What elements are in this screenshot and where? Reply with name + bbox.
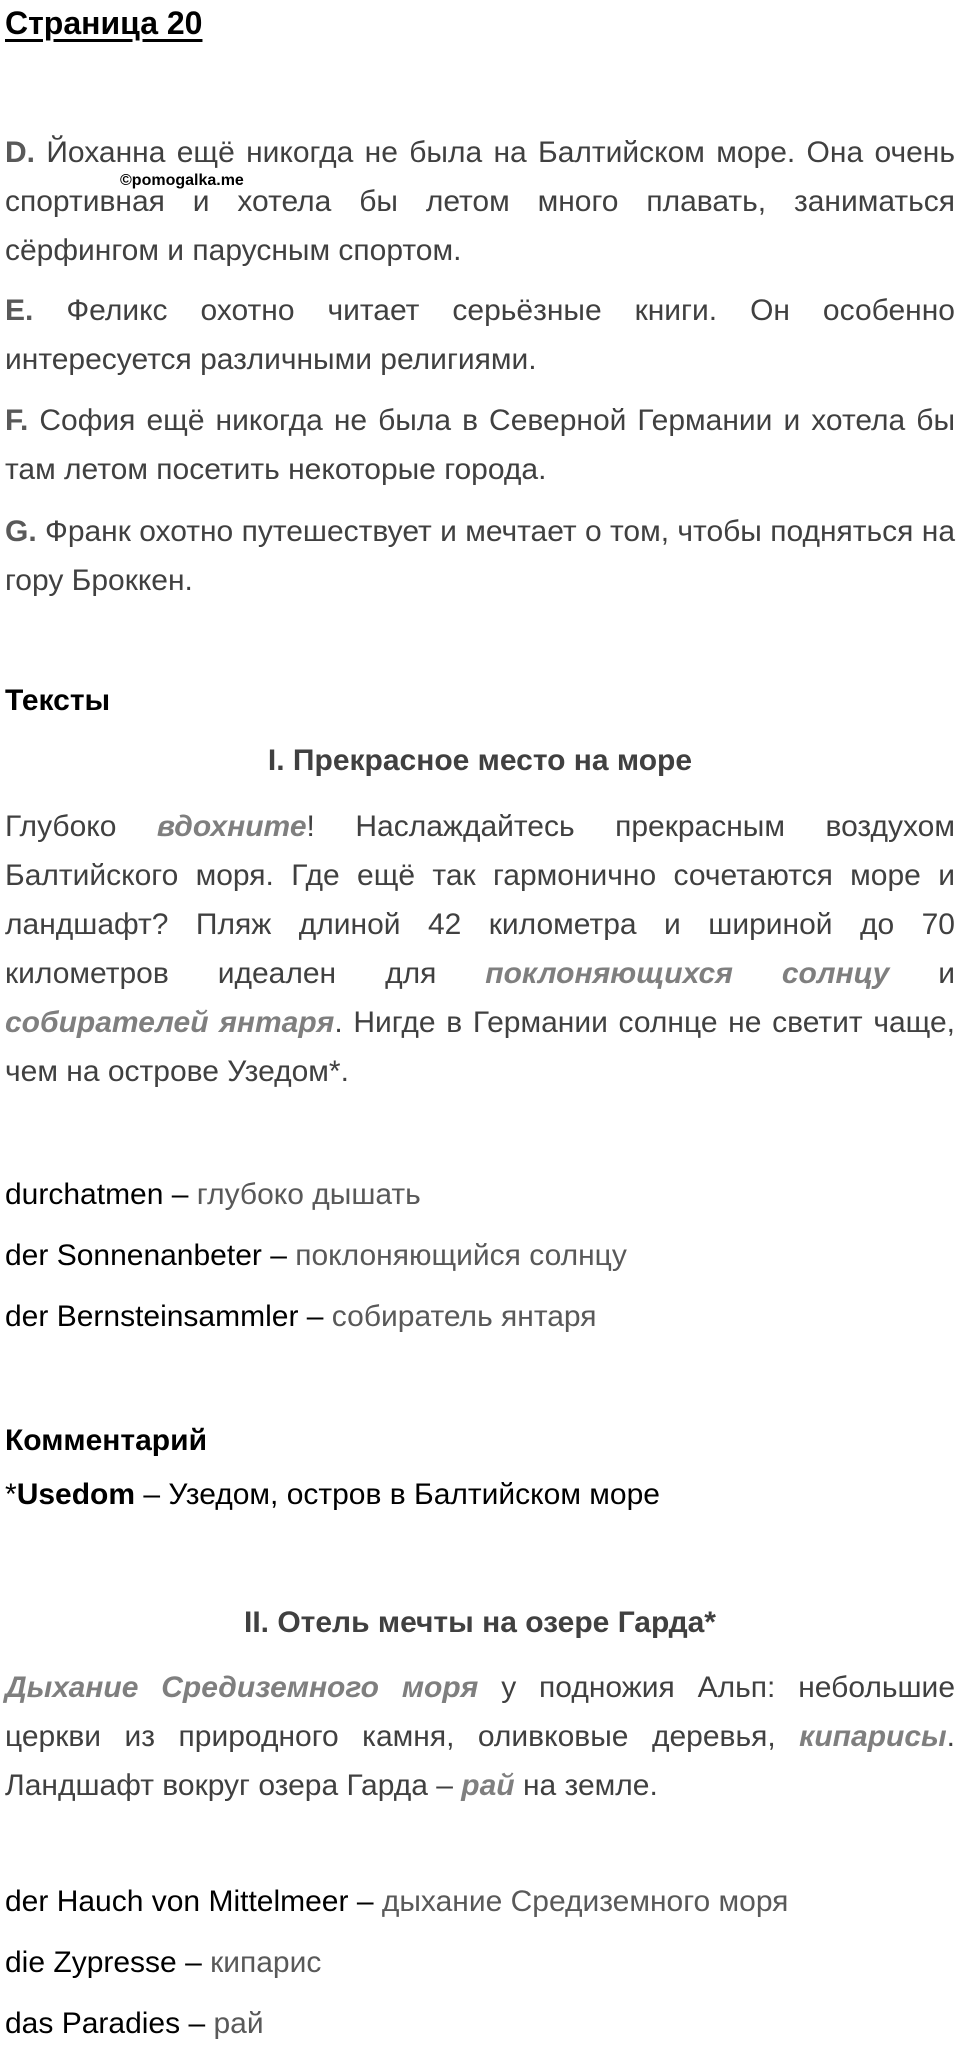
- comment-line: [5, 1478, 660, 1512]
- item-f: [5, 396, 955, 494]
- text2-emphasis: рай: [461, 1769, 515, 1802]
- watermark: ©pomogalka.me: [120, 172, 244, 189]
- page-title: Страница 20: [5, 5, 203, 41]
- vocab-de: der Hauch von Mittelmeer: [5, 1885, 349, 1918]
- text1-part: . Нигде в Германии солнце не светит чаще, чем на острове Узедом*.: [5, 1006, 955, 1088]
- text1-part: Глубоко: [5, 810, 157, 843]
- vocab-de: die Zypresse: [5, 1946, 177, 1979]
- vocab-ru: собиратель янтаря: [331, 1300, 597, 1333]
- vocab-sep: –: [163, 1178, 197, 1211]
- text2-part: . Ландшафт вокруг озера Гарда –: [5, 1720, 955, 1802]
- text2-title: II. Отель мечты на озере Гарда*: [244, 1606, 716, 1639]
- item-text: Франк охотно путешествует и мечтает о том, чтобы подняться на гору Броккен.: [5, 515, 955, 597]
- item-g: [5, 507, 955, 605]
- text1-part: ! Наслаждайтесь прекрасным воздухом Балтийского моря. Где ещё так гармонично сочетаются море и ландшафт? Пляж длиной 42 километра и шириной до 70 километров идеален для: [5, 810, 955, 990]
- vocab-de: der Bernsteinsammler: [5, 1300, 299, 1333]
- vocab-ru: кипарис: [210, 1946, 322, 1979]
- vocab-sep: –: [180, 2007, 214, 2040]
- vocab-entry: [5, 1239, 627, 1273]
- item-letter: D.: [5, 136, 35, 169]
- vocab-de: durchatmen: [5, 1178, 164, 1211]
- text2-body: [5, 1663, 955, 1810]
- text2-emphasis: кипарисы: [799, 1720, 947, 1753]
- vocab-sep: –: [176, 1946, 211, 1979]
- comment-prefix: *: [5, 1478, 17, 1511]
- item-d: [5, 128, 955, 275]
- vocab-entry: [5, 1885, 788, 1919]
- vocab-entry: [5, 1946, 321, 1980]
- item-letter: G.: [5, 515, 37, 548]
- vocab-entry: [5, 1300, 597, 1334]
- text1-emphasis: вдохните: [156, 810, 307, 843]
- vocab-ru: рай: [213, 2007, 264, 2040]
- text1-emphasis: поклоняющихся солнцу: [485, 957, 890, 990]
- vocab-ru: поклоняющийся солнцу: [295, 1239, 627, 1272]
- item-e: [5, 286, 955, 384]
- text2-part: у подножия Альп: небольшие церкви из природного камня, оливковые деревья,: [5, 1671, 955, 1753]
- text1-emphasis: собирателей янтаря: [5, 1006, 335, 1039]
- item-text: Йоханна ещё никогда не была на Балтийском море. Она очень спортивная и хотела бы летом много плавать, заниматься сёрфингом и парусным спортом.: [5, 136, 955, 267]
- item-text: София ещё никогда не была в Северной Германии и хотела бы там летом посетить некоторые города.: [5, 404, 955, 486]
- text2-part: на земле.: [514, 1769, 658, 1802]
- item-text: Феликс охотно читает серьёзные книги. Он особенно интересуется различными религиями.: [5, 294, 955, 376]
- vocab-sep: –: [261, 1239, 296, 1272]
- vocab-sep: –: [298, 1300, 332, 1333]
- comment-heading: Комментарий: [5, 1424, 208, 1457]
- vocab-ru: дыхание Средиземного моря: [381, 1885, 789, 1918]
- text2-emphasis: Дыхание Средиземного моря: [5, 1671, 479, 1704]
- comment-term: Usedom: [16, 1478, 136, 1511]
- item-letter: F.: [5, 404, 29, 437]
- text1-part: и: [889, 957, 956, 990]
- vocab-entry: [5, 1178, 421, 1212]
- vocab-entry: [5, 2007, 264, 2041]
- vocab-ru: глубоко дышать: [196, 1178, 421, 1211]
- texts-heading: Тексты: [5, 684, 111, 717]
- vocab-de: der Sonnenanbeter: [5, 1239, 262, 1272]
- vocab-sep: –: [348, 1885, 382, 1918]
- text1-title: I. Прекрасное место на море: [267, 744, 693, 777]
- vocab-de: das Paradies: [5, 2007, 181, 2040]
- text1-body: [5, 802, 955, 1096]
- comment-text: – Узедом, остров в Балтийском море: [135, 1478, 660, 1511]
- item-letter: E.: [5, 294, 34, 327]
